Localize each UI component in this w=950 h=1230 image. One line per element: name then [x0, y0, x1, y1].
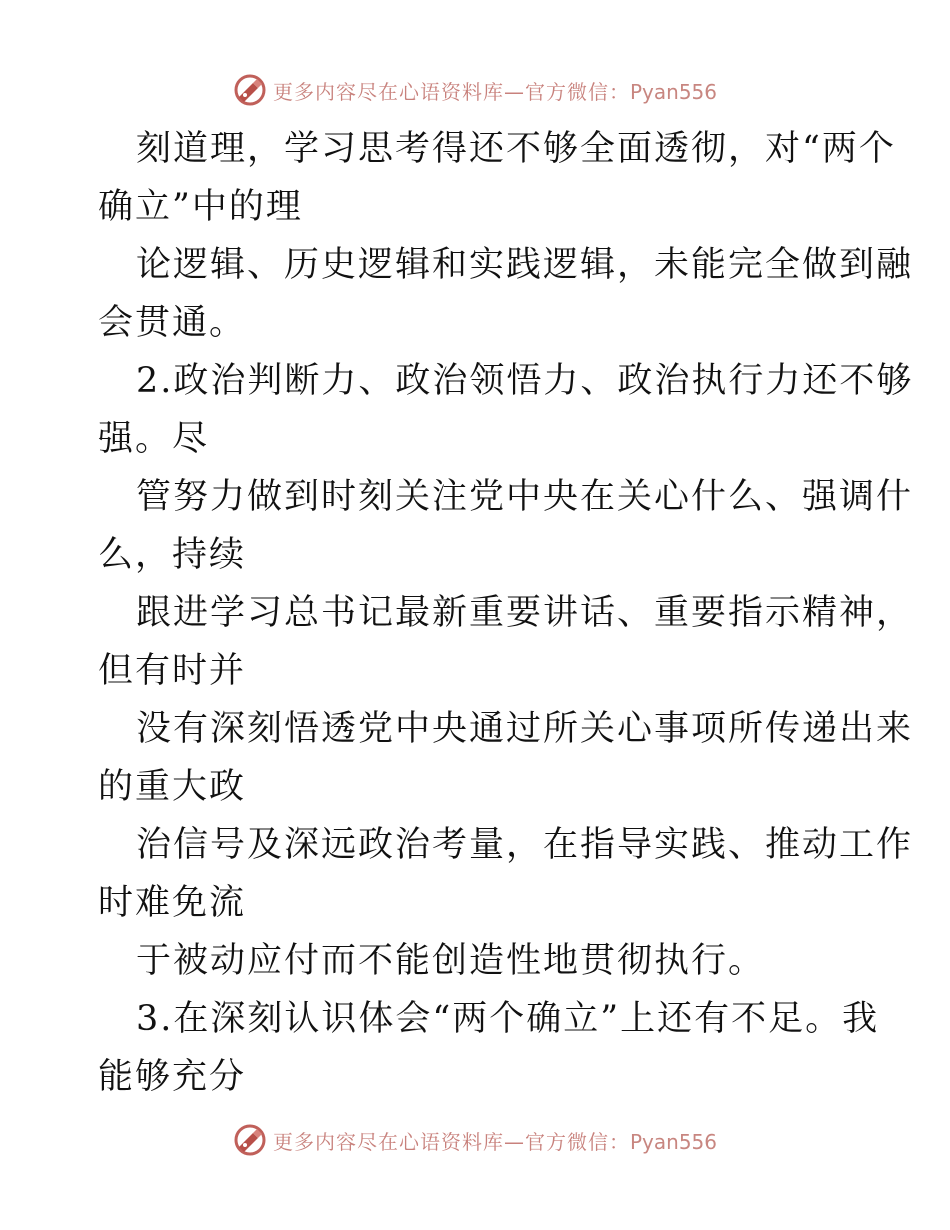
text-line: 的重大政: [98, 767, 247, 807]
text-line: 刻道理，学习思考得还不够全面透彻，对“两个: [136, 129, 896, 169]
text-line: 但有时并: [98, 651, 247, 691]
watermark-text: [273, 1126, 717, 1155]
body-text: [98, 120, 914, 1106]
text-line: 能够充分: [98, 1057, 247, 1097]
watermark-handle: Pyan556: [629, 79, 717, 104]
pen-logo-icon: [233, 1123, 267, 1157]
text-line: 论逻辑、历史逻辑和实践逻辑，未能完全做到融: [136, 245, 914, 285]
text-line: 跟进学习总书记最新重要讲话、重要指示精神，: [136, 593, 914, 633]
text-line: 么，持续: [98, 535, 247, 575]
text-line: 时难免流: [98, 883, 247, 923]
pen-logo-icon: [233, 73, 267, 107]
text-line: 2.政治判断力、政治领悟力、政治执行力还不够: [136, 361, 914, 401]
text-line: 没有深刻悟透党中央通过所关心事项所传递出来: [136, 709, 914, 749]
text-line: 会贯通。: [98, 303, 247, 343]
watermark-brand: 更多内容尽在心语资料库—官方微信：: [272, 1129, 630, 1154]
text-line: 强。尽: [98, 419, 210, 459]
footer-watermark: [0, 1120, 950, 1160]
text-line: 3.在深刻认识体会“两个确立”上还有不足。我: [136, 999, 880, 1039]
watermark-text: [273, 76, 717, 105]
watermark-brand: 更多内容尽在心语资料库—官方微信：: [272, 79, 630, 104]
header-watermark: [0, 70, 950, 110]
text-line: 管努力做到时刻关注党中央在关心什么、强调什: [136, 477, 914, 517]
text-line: 治信号及深远政治考量，在指导实践、推动工作: [136, 825, 914, 865]
watermark-handle: Pyan556: [629, 1129, 717, 1154]
text-line: 确立”中的理: [98, 187, 303, 227]
text-line: 于被动应付而不能创造性地贯彻执行。: [136, 941, 766, 981]
